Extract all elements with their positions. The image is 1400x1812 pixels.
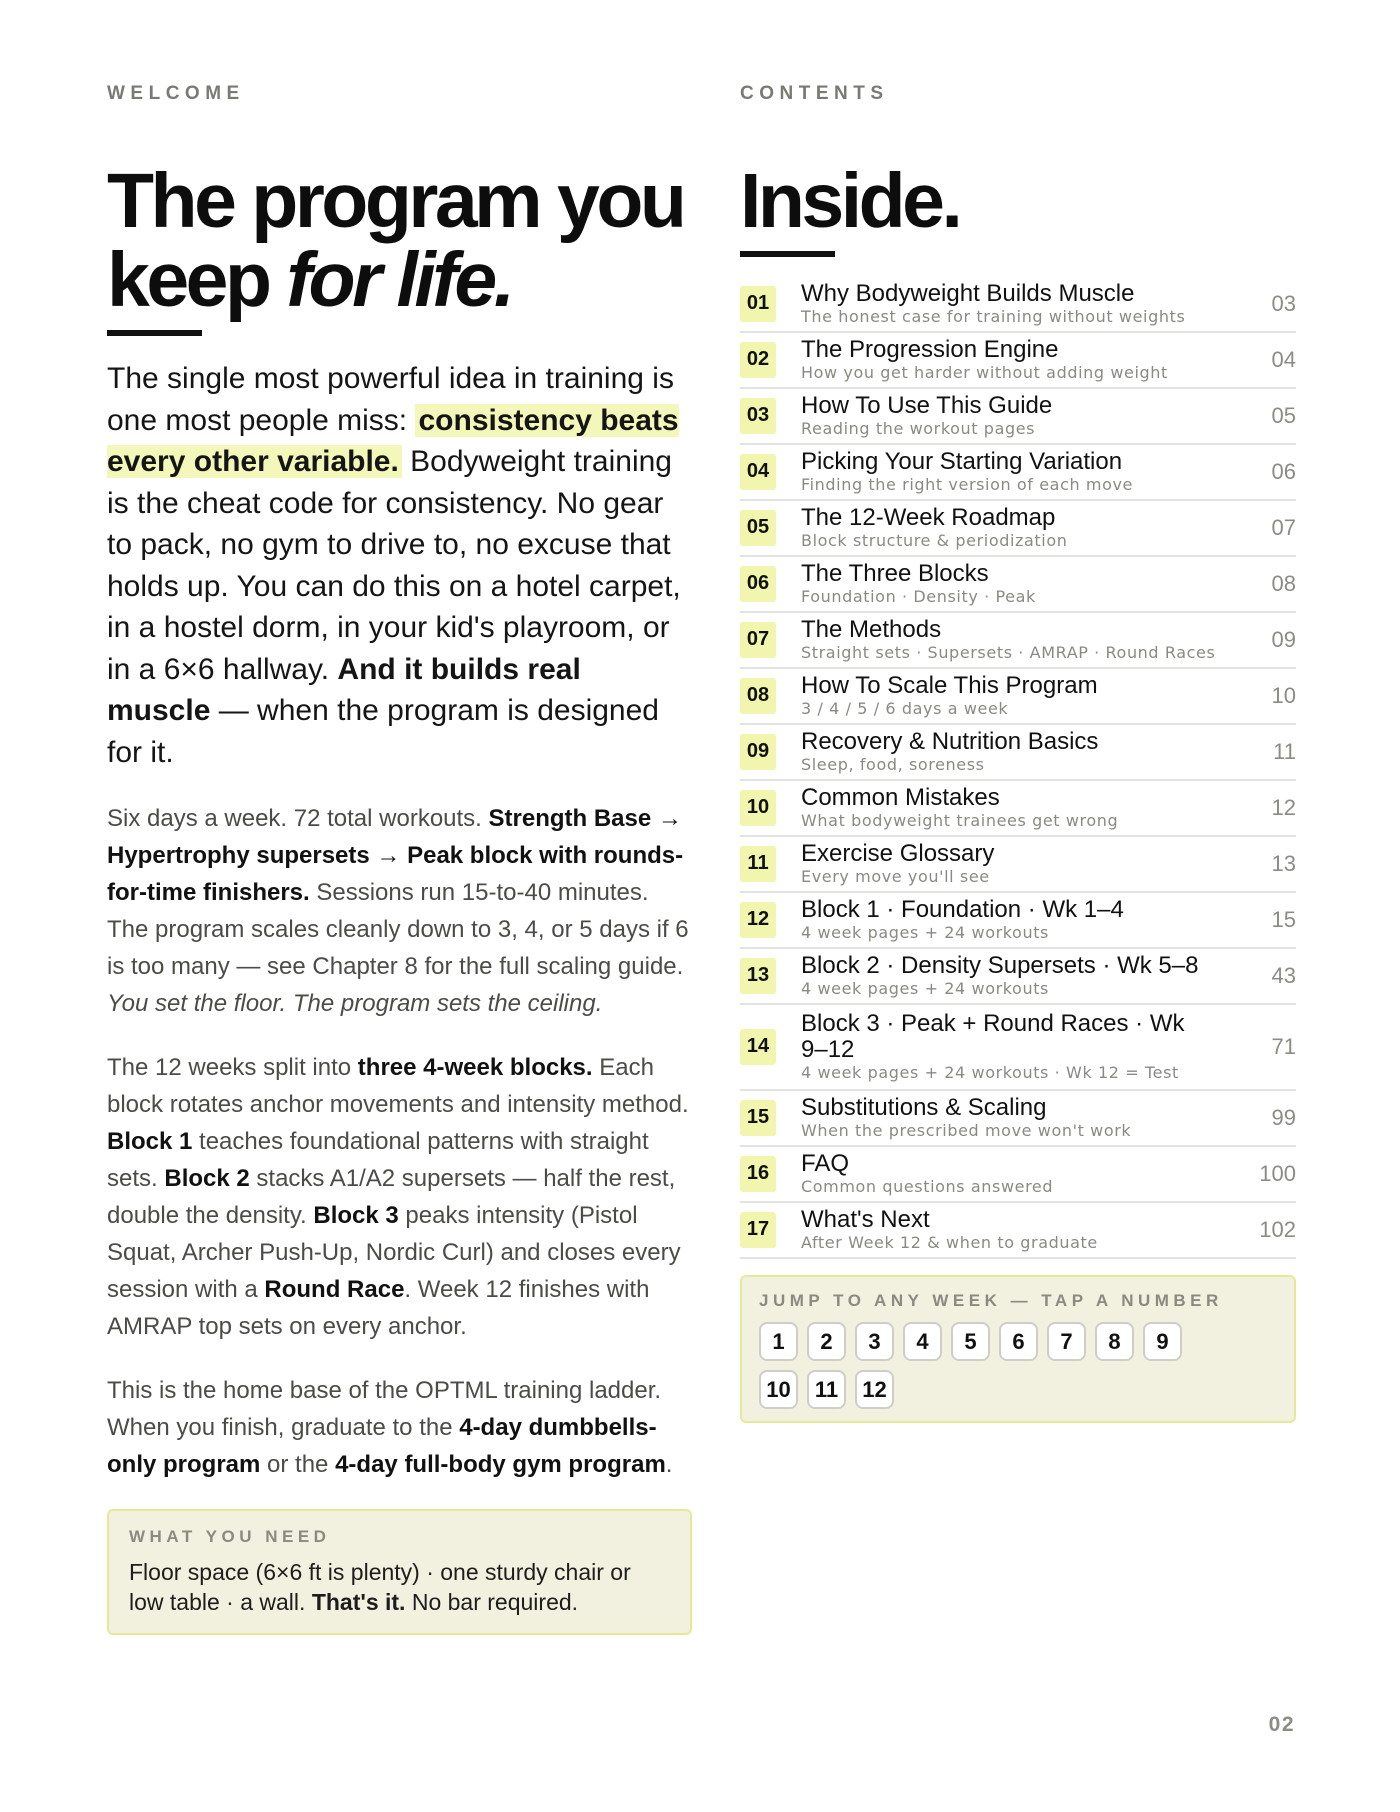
toc-number-badge: 12	[740, 902, 776, 938]
toc-page-number: 07	[1271, 514, 1296, 540]
schedule-paragraph	[107, 800, 692, 1022]
hero-heading	[107, 158, 692, 323]
hero-line-1: The program you	[107, 158, 684, 244]
toc-title: Exercise Glossary	[801, 839, 995, 867]
toc-page-number: 03	[1271, 290, 1296, 316]
welcome-eyebrow: WELCOME	[107, 83, 245, 104]
toc-subtitle: 4 week pages + 24 workouts	[801, 978, 1049, 998]
toc-title: The 12-Week Roadmap	[801, 503, 1056, 531]
contents-title: Inside.	[740, 158, 960, 244]
p3-bold-3: Block 2	[164, 1165, 250, 1192]
p3-text-3: teaches foundational patterns with straight sets.	[107, 1128, 649, 1192]
week-button-9[interactable]: 9	[1143, 1322, 1182, 1361]
toc-subtitle: The honest case for training without weights	[801, 306, 1186, 326]
p3-bold-2: Block 1	[107, 1128, 193, 1155]
p3-text-4: stacks A1/A2 supersets — half the rest, double the density.	[107, 1165, 676, 1229]
toc-number-badge: 10	[740, 790, 776, 826]
toc-number-badge: 16	[740, 1156, 776, 1192]
toc-subtitle: How you get harder without adding weight	[801, 362, 1168, 382]
hero-underline-rule	[107, 330, 202, 336]
toc-row[interactable]	[740, 613, 1296, 669]
toc-title: Picking Your Starting Variation	[801, 447, 1123, 475]
toc-title: Recovery & Nutrition Basics	[801, 727, 1099, 755]
need-bold: That's it.	[311, 1589, 406, 1615]
toc-page-number: 99	[1271, 1104, 1296, 1130]
p2-bold: Strength Base → Hypertrophy supersets → Peak block with rounds-for-time finishers.	[107, 805, 684, 906]
toc-title: Why Bodyweight Builds Muscle	[801, 279, 1135, 307]
toc-number-badge: 05	[740, 510, 776, 546]
toc-number-badge: 09	[740, 734, 776, 770]
toc-row[interactable]	[740, 1203, 1296, 1259]
need-text-2: No bar required.	[405, 1589, 579, 1615]
toc-subtitle: Foundation · Density · Peak	[801, 586, 1036, 606]
toc-title: How To Scale This Program	[801, 671, 1098, 699]
toc-row[interactable]	[740, 669, 1296, 725]
p3-text-1: The 12 weeks split into	[107, 1054, 358, 1081]
toc-number-badge: 08	[740, 678, 776, 714]
toc-title: Substitutions & Scaling	[801, 1093, 1047, 1121]
toc-number-badge: 13	[740, 958, 776, 994]
toc-entry-text	[801, 1095, 1236, 1141]
toc-entry-text	[801, 1207, 1236, 1253]
toc-title: The Progression Engine	[801, 335, 1059, 363]
toc-number-badge: 03	[740, 398, 776, 434]
week-button-3[interactable]: 3	[855, 1322, 894, 1361]
lead-text-1: The single most powerful idea in training is one most people miss:	[107, 362, 674, 437]
toc-number-badge: 15	[740, 1100, 776, 1136]
p2-text-2: Sessions run 15-to-40 minutes. The program scales cleanly down to 3, 4, or 5 days if 6 is too many — see Chapter 8 for the full scaling guide.	[107, 879, 689, 980]
what-you-need-label: WHAT YOU NEED	[129, 1527, 331, 1546]
table-of-contents	[740, 277, 1296, 1259]
lead-paragraph	[107, 358, 692, 773]
week-button-11[interactable]: 11	[807, 1370, 846, 1409]
toc-entry-text	[801, 953, 1236, 999]
toc-subtitle: 4 week pages + 24 workouts · Wk 12 = Test	[801, 1062, 1179, 1082]
week-button-1[interactable]: 1	[759, 1322, 798, 1361]
what-you-need-callout	[107, 1509, 692, 1635]
toc-page-number: 13	[1271, 850, 1296, 876]
toc-number-badge: 01	[740, 286, 776, 322]
toc-title: Block 1 · Foundation · Wk 1–4	[801, 895, 1124, 923]
toc-subtitle: Reading the workout pages	[801, 418, 1036, 438]
toc-entry-text	[801, 337, 1236, 383]
p2-italic: You set the floor. The program sets the ceiling.	[107, 990, 603, 1017]
toc-page-number: 09	[1271, 626, 1296, 652]
toc-number-badge: 06	[740, 566, 776, 602]
hero-line-2-start: keep	[107, 237, 287, 323]
toc-entry-text	[801, 561, 1236, 607]
toc-row[interactable]	[740, 837, 1296, 893]
toc-row[interactable]	[740, 445, 1296, 501]
toc-page-number: 04	[1271, 346, 1296, 372]
toc-page-number: 43	[1271, 962, 1296, 988]
jump-to-week-panel	[740, 1275, 1296, 1423]
hero-line-2-emphasis: for life.	[286, 237, 512, 323]
week-button-12[interactable]: 12	[855, 1370, 894, 1409]
p4-text-3: .	[665, 1451, 673, 1478]
toc-page-number: 71	[1271, 1033, 1296, 1059]
toc-page-number: 06	[1271, 458, 1296, 484]
week-button-4[interactable]: 4	[903, 1322, 942, 1361]
p3-text-6: . Week 12 finishes with AMRAP top sets on every anchor.	[107, 1276, 650, 1340]
toc-number-badge: 07	[740, 622, 776, 658]
lead-bold: And it builds real muscle	[107, 652, 581, 727]
jump-to-week-label: JUMP TO ANY WEEK — TAP A NUMBER	[759, 1291, 1223, 1310]
ladder-paragraph	[107, 1372, 692, 1483]
toc-subtitle: 4 week pages + 24 workouts	[801, 922, 1049, 942]
week-button-7[interactable]: 7	[1047, 1322, 1086, 1361]
toc-entry-text	[801, 393, 1236, 439]
toc-subtitle: 3 / 4 / 5 / 6 days a week	[801, 698, 1009, 718]
toc-entry-text	[801, 281, 1236, 327]
toc-page-number: 15	[1271, 906, 1296, 932]
toc-entry-text	[801, 729, 1236, 775]
toc-title: Block 2 · Density Supersets · Wk 5–8	[801, 951, 1199, 979]
toc-entry-text	[801, 673, 1236, 719]
toc-subtitle: When the prescribed move won't work	[801, 1120, 1132, 1140]
week-button-10[interactable]: 10	[759, 1370, 798, 1409]
what-you-need-text	[129, 1557, 670, 1617]
week-button-group	[759, 1322, 1199, 1409]
toc-number-badge: 17	[740, 1212, 776, 1248]
toc-subtitle: Block structure & periodization	[801, 530, 1068, 550]
toc-row[interactable]	[740, 389, 1296, 445]
toc-row[interactable]	[740, 949, 1296, 1005]
toc-row[interactable]	[740, 501, 1296, 557]
week-button-2[interactable]: 2	[807, 1322, 846, 1361]
p3-bold-1: three 4-week blocks.	[357, 1054, 593, 1081]
p2-text-1: Six days a week. 72 total workouts.	[107, 805, 489, 832]
toc-row[interactable]	[740, 725, 1296, 781]
p3-bold-5: Round Race	[264, 1276, 405, 1303]
toc-subtitle: Every move you'll see	[801, 866, 990, 886]
toc-page-number: 10	[1271, 682, 1296, 708]
p4-bold-2: 4-day full-body gym program	[335, 1451, 666, 1478]
toc-row[interactable]	[740, 1091, 1296, 1147]
toc-page-number: 100	[1259, 1160, 1296, 1186]
toc-entry-text	[801, 617, 1236, 663]
week-button-8[interactable]: 8	[1095, 1322, 1134, 1361]
blocks-paragraph	[107, 1049, 692, 1345]
toc-title: The Methods	[801, 615, 942, 643]
p4-bold-1: 4-day dumbbells-only program	[107, 1414, 657, 1478]
toc-entry-text	[801, 897, 1236, 943]
toc-number-badge: 14	[740, 1029, 776, 1065]
toc-subtitle: Common questions answered	[801, 1176, 1054, 1196]
toc-title: FAQ	[801, 1149, 850, 1177]
toc-number-badge: 11	[740, 846, 776, 882]
toc-row[interactable]	[740, 781, 1296, 837]
toc-title: Block 3 · Peak + Round Races · Wk 9–12	[801, 1009, 1185, 1063]
page-number: 02	[1268, 1713, 1295, 1736]
toc-row[interactable]	[740, 277, 1296, 333]
week-button-6[interactable]: 6	[999, 1322, 1038, 1361]
toc-row[interactable]	[740, 893, 1296, 949]
toc-title: The Three Blocks	[801, 559, 989, 587]
toc-row[interactable]	[740, 557, 1296, 613]
contents-eyebrow: CONTENTS	[740, 83, 889, 104]
toc-row[interactable]	[740, 333, 1296, 389]
toc-entry-text	[801, 841, 1236, 887]
p4-text-2: or the	[260, 1451, 336, 1478]
contents-underline-rule	[740, 251, 835, 257]
toc-subtitle: Straight sets · Supersets · AMRAP · Round Races	[801, 642, 1216, 662]
toc-page-number: 08	[1271, 570, 1296, 596]
toc-subtitle: Sleep, food, soreness	[801, 754, 985, 774]
toc-row[interactable]	[740, 1005, 1296, 1091]
toc-page-number: 102	[1259, 1216, 1296, 1242]
toc-row[interactable]	[740, 1147, 1296, 1203]
p3-bold-4: Block 3	[313, 1202, 399, 1229]
lead-text-3: — when the program is designed for it.	[107, 694, 659, 769]
welcome-column	[107, 80, 692, 1635]
toc-page-number: 12	[1271, 794, 1296, 820]
toc-subtitle: Finding the right version of each move	[801, 474, 1133, 494]
week-button-5[interactable]: 5	[951, 1322, 990, 1361]
toc-title: Common Mistakes	[801, 783, 1000, 811]
toc-number-badge: 02	[740, 342, 776, 378]
toc-entry-text	[801, 505, 1236, 551]
toc-entry-text	[801, 785, 1236, 831]
toc-entry-text	[801, 1151, 1236, 1197]
p3-text-2: Each block rotates anchor movements and intensity method.	[107, 1054, 689, 1118]
lead-text-2: Bodyweight training is the cheat code for consistency. No gear to pack, no gym to drive to, no excuse that holds up. You can do this on a hotel carpet, in a hostel dorm, in your kid's playroom, or in a 6×6 hallway.	[107, 445, 681, 686]
need-text-1: Floor space (6×6 ft is plenty) · one sturdy chair or low table · a wall.	[129, 1559, 631, 1615]
contents-column	[740, 80, 1296, 1423]
toc-title: What's Next	[801, 1205, 930, 1233]
toc-entry-text	[801, 449, 1236, 495]
toc-number-badge: 04	[740, 454, 776, 490]
toc-title: How To Use This Guide	[801, 391, 1053, 419]
p4-text-1: This is the home base of the OPTML training ladder. When you finish, graduate to the	[107, 1377, 662, 1441]
toc-subtitle: What bodyweight trainees get wrong	[801, 810, 1119, 830]
p3-text-5: peaks intensity (Pistol Squat, Archer Push-Up, Nordic Curl) and closes every session with a	[107, 1202, 681, 1303]
toc-page-number: 11	[1273, 738, 1296, 764]
toc-page-number: 05	[1271, 402, 1296, 428]
toc-entry-text	[801, 1011, 1236, 1083]
toc-subtitle: After Week 12 & when to graduate	[801, 1232, 1098, 1252]
lead-highlight: consistency beats every other variable.	[107, 403, 679, 478]
